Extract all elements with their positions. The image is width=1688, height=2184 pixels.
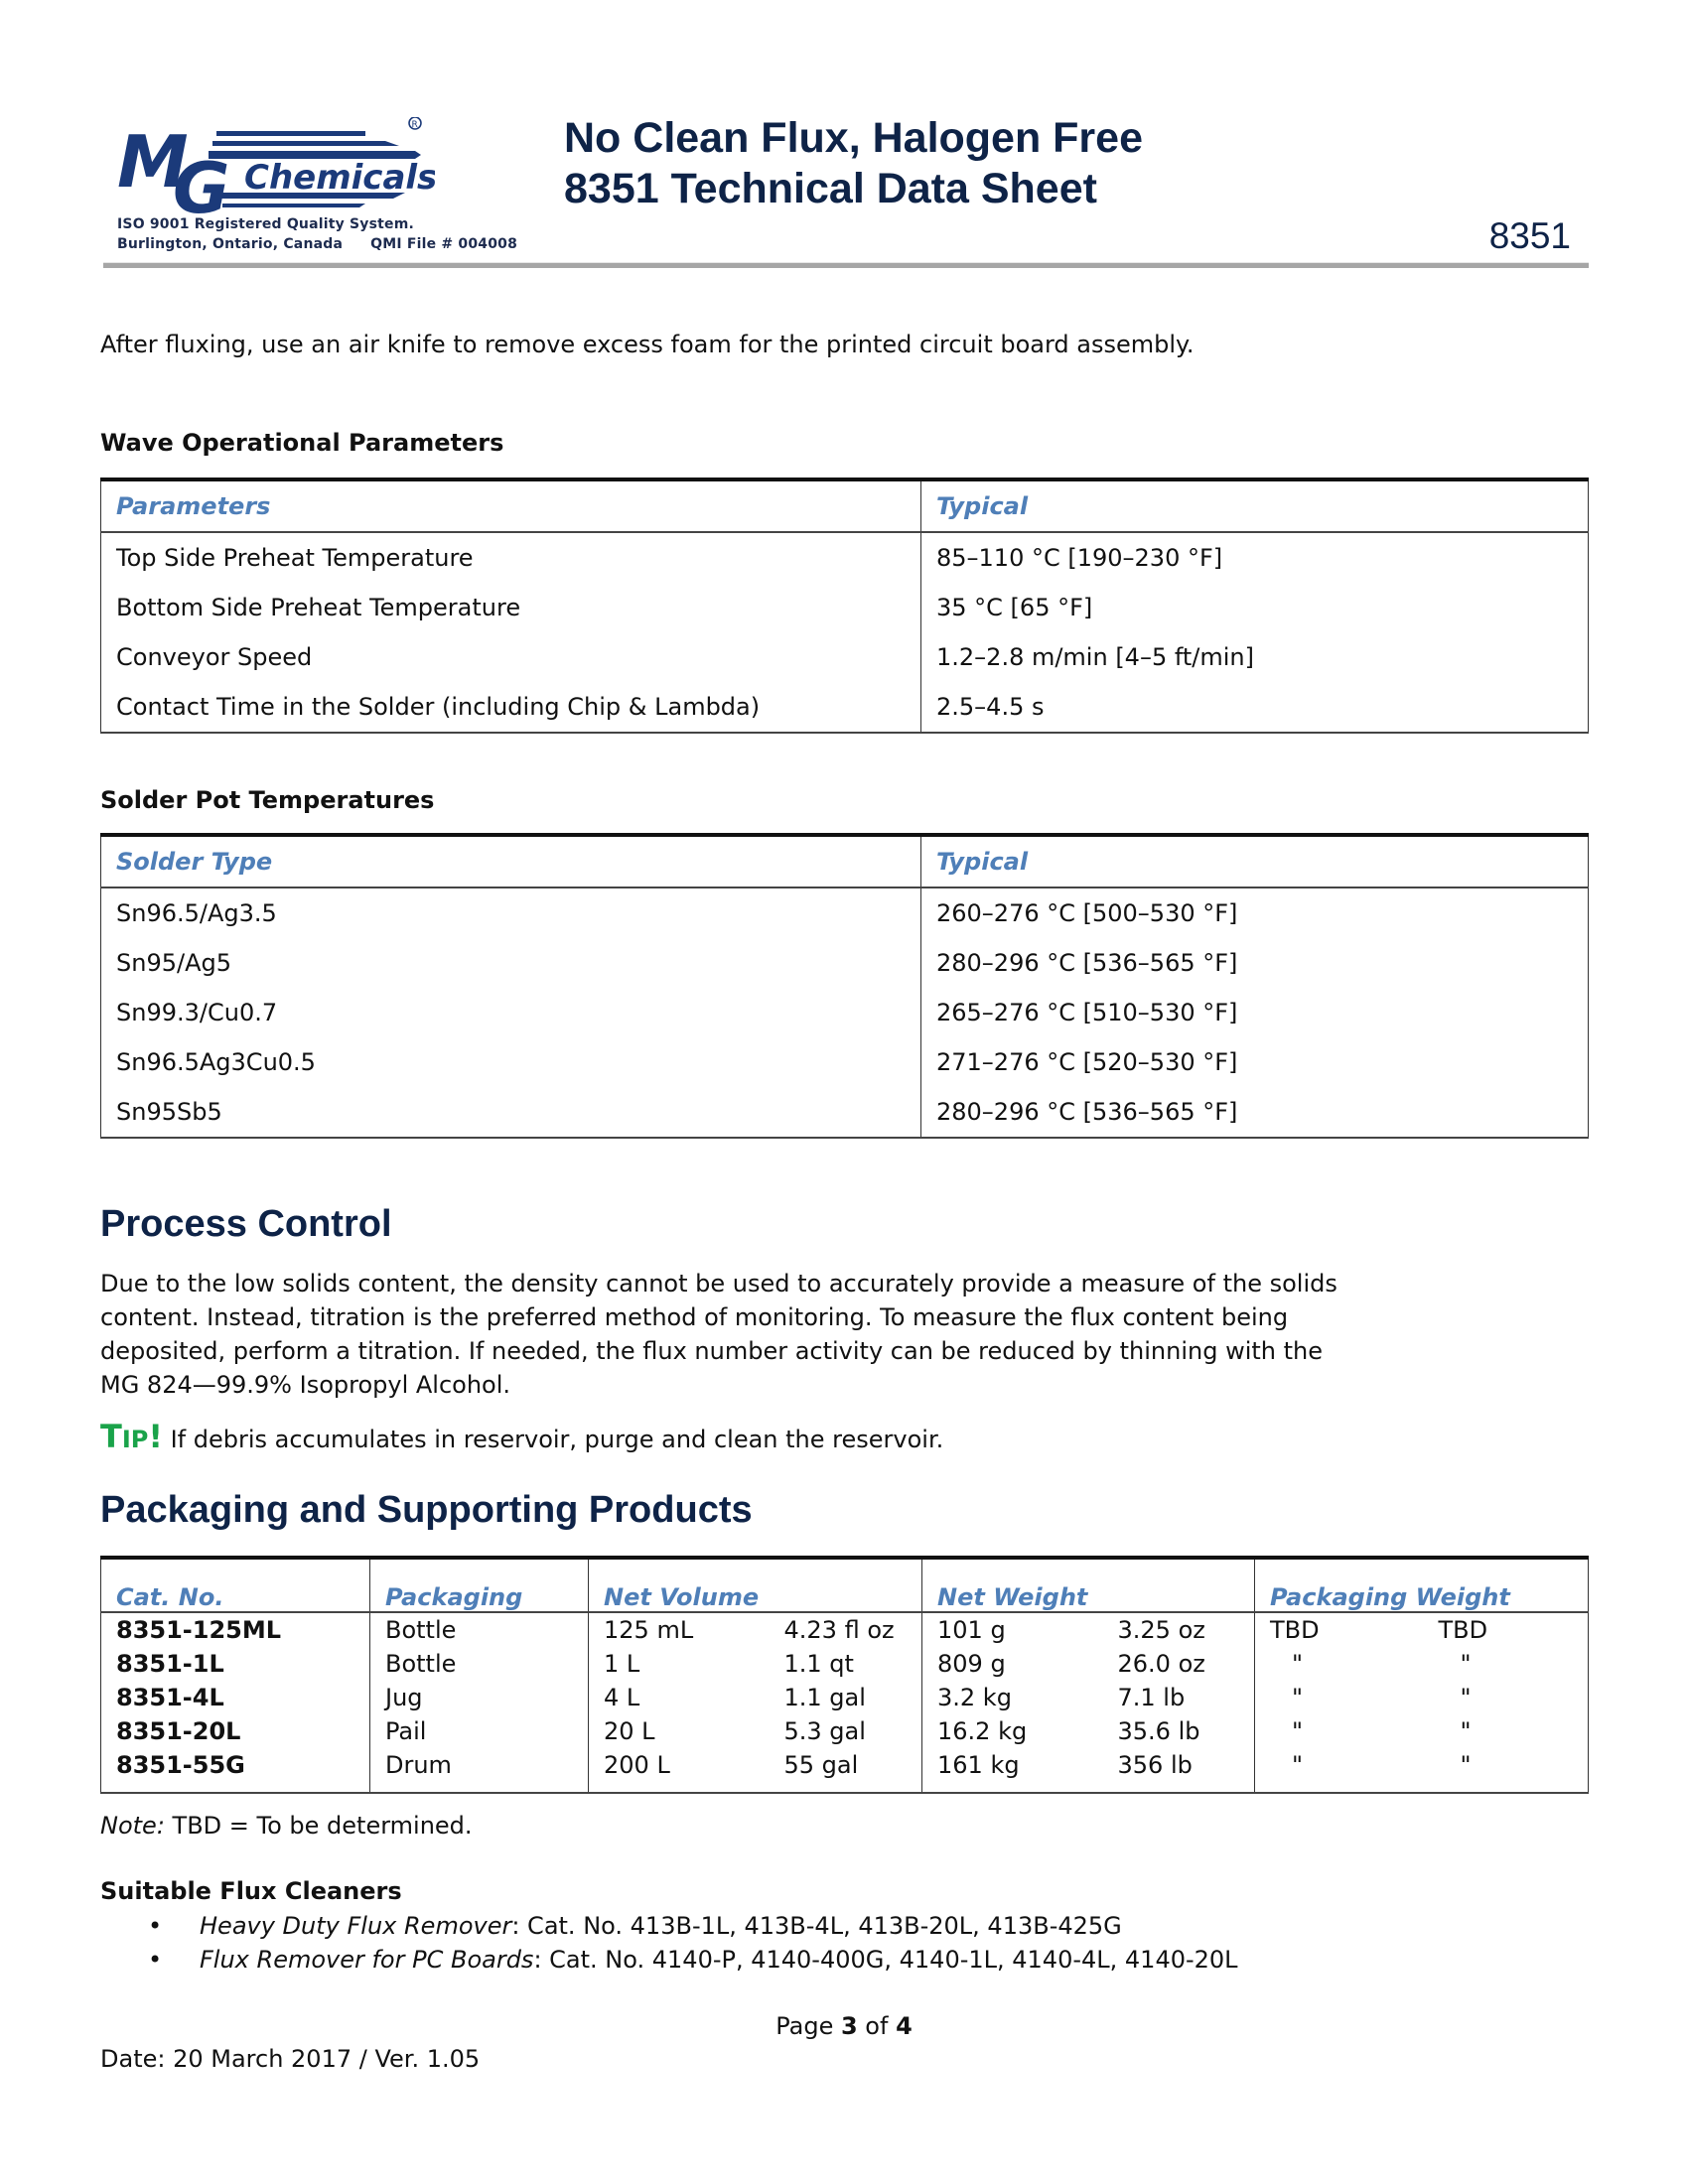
table-row <box>101 1748 1589 1793</box>
document-number: 8351 <box>1488 215 1571 256</box>
column-header: Net Volume <box>589 1558 922 1612</box>
table-row <box>101 988 1589 1037</box>
table-row <box>101 532 1589 583</box>
volume-imperial-cell: 1.1 qt <box>783 1650 854 1678</box>
table-row <box>101 887 1589 938</box>
column-header: Cat. No. <box>101 1558 370 1612</box>
bullet-icon: • <box>148 1912 163 1940</box>
process-control-heading: Process Control <box>100 1203 392 1245</box>
packaging-weight-cell: " <box>1255 1748 1424 1793</box>
packaging-table <box>100 1556 1589 1794</box>
solder-type-cell: Sn96.5/Ag3.5 <box>101 887 921 938</box>
table-row <box>101 682 1589 733</box>
qmi-file: QMI File # 004008 <box>370 236 518 252</box>
typical-cell: 271–276 °C [520–530 °F] <box>936 1048 1238 1076</box>
packaging-cell: Pail <box>370 1714 589 1748</box>
packaging-weight-cell: " <box>1255 1714 1424 1748</box>
tip-text: If debris accumulates in reservoir, purge and clean the reservoir. <box>170 1426 944 1453</box>
packaging-weight-cell: " <box>1460 1717 1472 1745</box>
typical-cell: 1.2–2.8 m/min [4–5 ft/min] <box>936 643 1254 671</box>
column-header: Packaging <box>370 1558 589 1612</box>
page-prefix: Page <box>775 2012 841 2040</box>
volume-metric-cell: 200 L <box>589 1748 770 1793</box>
table-header-row <box>101 1558 1589 1612</box>
table-row <box>101 1612 1589 1647</box>
packaging-weight-cell: " <box>1460 1751 1472 1779</box>
title-line-1: No Clean Flux, Halogen Free <box>564 114 1143 162</box>
volume-imperial-cell: 4.23 fl oz <box>783 1616 895 1644</box>
paragraph-line: Due to the low solids content, the density cannot be used to accurately provide a measure of the solids <box>100 1270 1337 1297</box>
page-total: 4 <box>896 2012 913 2040</box>
tip-label-bang: ! <box>148 1418 163 1455</box>
weight-metric-cell: 161 kg <box>922 1748 1103 1793</box>
parameter-cell: Top Side Preheat Temperature <box>101 532 921 583</box>
parameter-cell: Bottom Side Preheat Temperature <box>101 583 921 632</box>
table-row <box>101 1647 1589 1681</box>
table-header-row <box>101 479 1589 532</box>
cleaners-heading: Suitable Flux Cleaners <box>100 1877 402 1905</box>
svg-text:Chemicals: Chemicals <box>244 158 435 198</box>
column-header: Solder Type <box>101 835 921 887</box>
product-name: Heavy Duty Flux Remover <box>200 1912 512 1940</box>
column-header: Parameters <box>101 479 921 532</box>
table-row <box>101 1087 1589 1138</box>
list-item <box>148 1943 1238 1977</box>
product-cat-numbers: : Cat. No. 4140-P, 4140-400G, 4140-1L, 4140-4L, 4140-20L <box>533 1946 1238 1974</box>
svg-text:G: G <box>173 148 230 216</box>
typical-cell: 280–296 °C [536–565 °F] <box>936 1098 1238 1126</box>
paragraph-line: content. Instead, titration is the preferred method of monitoring. To measure the flux content being <box>100 1303 1289 1331</box>
note-label: Note: <box>100 1812 165 1840</box>
cat-no-cell: 8351-4L <box>116 1684 224 1711</box>
packaging-weight-cell: " <box>1460 1684 1472 1711</box>
typical-cell: 2.5–4.5 s <box>936 693 1045 721</box>
intro-paragraph: After fluxing, use an air knife to remove excess foam for the printed circuit board assembly. <box>100 331 1195 358</box>
table-row <box>101 938 1589 988</box>
packaging-weight-cell: TBD <box>1255 1612 1424 1647</box>
iso-line-2: Burlington, Ontario, Canada <box>117 236 344 252</box>
volume-metric-cell: 125 mL <box>589 1612 770 1647</box>
packaging-cell: Bottle <box>370 1647 589 1681</box>
solder-pot-heading: Solder Pot Temperatures <box>100 786 435 814</box>
solder-pot-table <box>100 833 1589 1139</box>
process-control-paragraph <box>100 1267 1337 1402</box>
volume-imperial-cell: 1.1 gal <box>783 1684 866 1711</box>
wave-params-table <box>100 478 1589 734</box>
product-cat-numbers: : Cat. No. 413B-1L, 413B-4L, 413B-20L, 413B-425G <box>511 1912 1122 1940</box>
cat-no-cell: 8351-55G <box>116 1751 245 1779</box>
parameter-cell: Contact Time in the Solder (including Chip & Lambda) <box>101 682 921 733</box>
volume-imperial-cell: 55 gal <box>783 1751 859 1779</box>
typical-cell: 265–276 °C [510–530 °F] <box>936 999 1238 1026</box>
weight-imperial-cell: 356 lb <box>1117 1751 1193 1779</box>
product-name: Flux Remover for PC Boards <box>200 1946 534 1974</box>
note-text: TBD = To be determined. <box>164 1812 473 1840</box>
parameter-cell: Conveyor Speed <box>101 632 921 682</box>
page-number <box>0 2012 1688 2040</box>
weight-metric-cell: 809 g <box>922 1647 1103 1681</box>
solder-type-cell: Sn95/Ag5 <box>101 938 921 988</box>
packaging-cell: Drum <box>370 1748 589 1793</box>
bullet-icon: • <box>148 1946 163 1974</box>
packaging-heading: Packaging and Supporting Products <box>100 1489 753 1531</box>
weight-metric-cell: 101 g <box>922 1612 1103 1647</box>
typical-cell: 85–110 °C [190–230 °F] <box>936 544 1223 572</box>
volume-metric-cell: 4 L <box>589 1681 770 1714</box>
table-row <box>101 1681 1589 1714</box>
mg-chemicals-logo-icon <box>117 117 435 216</box>
packaging-cell: Bottle <box>370 1612 589 1647</box>
table-row <box>101 632 1589 682</box>
cleaners-list <box>100 1909 1238 1977</box>
column-header: Typical <box>921 835 1589 887</box>
volume-imperial-cell: 5.3 gal <box>783 1717 866 1745</box>
paragraph-line: MG 824—99.9% Isopropyl Alcohol. <box>100 1371 511 1399</box>
paragraph-line: deposited, perform a titration. If needed, the flux number activity can be reduced by thinning with the <box>100 1337 1323 1365</box>
list-item <box>148 1909 1238 1943</box>
cat-no-cell: 8351-1L <box>116 1650 224 1678</box>
packaging-weight-cell: " <box>1255 1647 1424 1681</box>
weight-imperial-cell: 7.1 lb <box>1117 1684 1186 1711</box>
iso-certification <box>117 214 517 254</box>
header-divider <box>103 262 1589 268</box>
packaging-weight-cell: TBD <box>1438 1616 1488 1644</box>
tip-callout <box>100 1418 943 1455</box>
packaging-weight-cell: " <box>1255 1681 1424 1714</box>
wave-params-heading: Wave Operational Parameters <box>100 429 504 457</box>
document-date: Date: 20 March 2017 / Ver. 1.05 <box>100 2045 481 2073</box>
weight-imperial-cell: 35.6 lb <box>1117 1717 1200 1745</box>
table-row <box>101 1714 1589 1748</box>
volume-metric-cell: 1 L <box>589 1647 770 1681</box>
solder-type-cell: Sn96.5Ag3Cu0.5 <box>101 1037 921 1087</box>
table-row <box>101 583 1589 632</box>
svg-text:R: R <box>411 120 418 130</box>
page-current: 3 <box>840 2012 858 2040</box>
column-header: Net Weight <box>922 1558 1255 1612</box>
packaging-note <box>100 1809 473 1843</box>
solder-type-cell: Sn99.3/Cu0.7 <box>101 988 921 1037</box>
weight-metric-cell: 3.2 kg <box>922 1681 1103 1714</box>
mg-chemicals-logo <box>117 117 435 216</box>
title-line-2: 8351 Technical Data Sheet <box>564 165 1097 212</box>
typical-cell: 35 °C [65 °F] <box>936 594 1093 621</box>
weight-imperial-cell: 26.0 oz <box>1117 1650 1205 1678</box>
cat-no-cell: 8351-125ML <box>116 1616 282 1644</box>
cat-no-cell: 8351-20L <box>116 1717 241 1745</box>
page-title <box>564 113 1143 214</box>
column-header: Packaging Weight <box>1255 1558 1589 1612</box>
table-row <box>101 1037 1589 1087</box>
volume-metric-cell: 20 L <box>589 1714 770 1748</box>
tip-label <box>100 1418 163 1455</box>
packaging-cell: Jug <box>370 1681 589 1714</box>
tip-label-first: T <box>100 1418 122 1455</box>
table-header-row <box>101 835 1589 887</box>
page-of: of <box>857 2012 897 2040</box>
typical-cell: 280–296 °C [536–565 °F] <box>936 949 1238 977</box>
iso-line-1: ISO 9001 Registered Quality System. <box>117 216 415 232</box>
column-header: Typical <box>921 479 1589 532</box>
weight-metric-cell: 16.2 kg <box>922 1714 1103 1748</box>
weight-imperial-cell: 3.25 oz <box>1117 1616 1205 1644</box>
svg-text:M: M <box>117 120 181 204</box>
packaging-weight-cell: " <box>1460 1650 1472 1678</box>
tip-label-rest: IP <box>121 1426 149 1453</box>
typical-cell: 260–276 °C [500–530 °F] <box>936 899 1238 927</box>
solder-type-cell: Sn95Sb5 <box>101 1087 921 1138</box>
